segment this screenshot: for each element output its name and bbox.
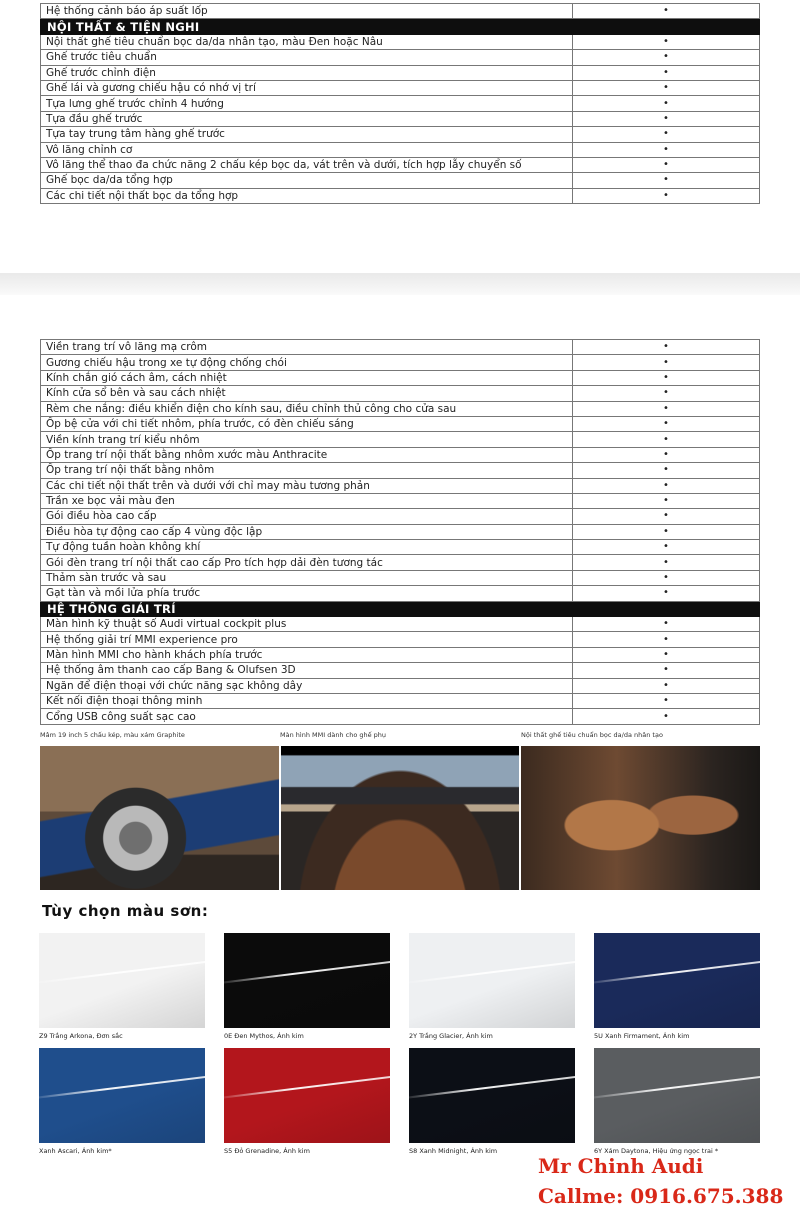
paint-swatch-label: Z9 Trắng Arkona, Đơn sắc — [39, 1032, 123, 1040]
dashboard-photo — [281, 746, 520, 890]
spec-row — [41, 34, 760, 49]
paint-swatch — [39, 1048, 205, 1143]
standard-bullet: • — [573, 524, 760, 539]
spec-row — [41, 524, 760, 539]
dealer-watermark — [538, 1151, 783, 1211]
spec-label: Hệ thống cảnh báo áp suất lốp — [41, 4, 573, 19]
spec-label: Tựa tay trung tâm hàng ghế trước — [41, 127, 573, 142]
standard-bullet: • — [573, 4, 760, 19]
spec-label: Màn hình kỹ thuật số Audi virtual cockpit plus — [41, 617, 573, 632]
spec-label: Gói điều hòa cao cấp — [41, 509, 573, 524]
highlight-streak — [409, 959, 575, 984]
spec-label: Ốp bệ cửa với chi tiết nhôm, phía trước, có đèn chiếu sáng — [41, 416, 573, 431]
paint-swatch — [39, 933, 205, 1028]
spec-row — [41, 157, 760, 172]
standard-bullet: • — [573, 663, 760, 678]
spec-row — [41, 432, 760, 447]
dealer-phone: Callme: 0916.675.388 — [538, 1184, 784, 1208]
spec-row — [41, 509, 760, 524]
standard-bullet: • — [573, 127, 760, 142]
paint-swatch — [594, 933, 760, 1028]
spec-label: Trần xe bọc vải màu đen — [41, 493, 573, 508]
standard-bullet: • — [573, 478, 760, 493]
caption-wheel: Mâm 19 inch 5 chấu kép, màu xám Graphite — [40, 731, 185, 739]
spec-row — [41, 4, 760, 19]
spec-label: Thảm sàn trước và sau — [41, 570, 573, 585]
spec-row — [41, 570, 760, 585]
paint-swatch-label: S8 Xanh Midnight, Ánh kim — [409, 1147, 498, 1155]
spec-label: Cổng USB công suất sạc cao — [41, 709, 573, 724]
photo-captions — [40, 731, 760, 743]
spec-label: Viền kính trang trí kiểu nhôm — [41, 432, 573, 447]
spec-label: Vô lăng chỉnh cơ — [41, 142, 573, 157]
highlight-streak — [39, 1074, 205, 1099]
spec-row — [41, 586, 760, 601]
spec-label: Gói đèn trang trí nội thất cao cấp Pro tích hợp dải đèn tương tác — [41, 555, 573, 570]
spec-label: Ngăn để điện thoại với chức năng sạc không dây — [41, 678, 573, 693]
spec-row — [41, 663, 760, 678]
section-header — [41, 19, 760, 34]
paint-swatch — [409, 933, 575, 1028]
spec-label: Hệ thống âm thanh cao cấp Bang & Olufsen 3D — [41, 663, 573, 678]
spec-label: Tự động tuần hoàn không khí — [41, 540, 573, 555]
standard-bullet: • — [573, 340, 760, 355]
standard-bullet: • — [573, 632, 760, 647]
caption-passenger-display: Màn hình MMI dành cho ghế phụ — [280, 731, 387, 739]
spec-row — [41, 401, 760, 416]
paint-swatch-label: 5U Xanh Firmament, Ánh kim — [594, 1032, 690, 1040]
standard-bullet: • — [573, 432, 760, 447]
spec-label: Nội thất ghế tiêu chuẩn bọc da/da nhân tạo, màu Đen hoặc Nâu — [41, 34, 573, 49]
caption-seats: Nội thất ghế tiêu chuẩn bọc da/da nhân tạo — [521, 731, 663, 739]
standard-bullet: • — [573, 34, 760, 49]
spec-label: Tựa lưng ghế trước chỉnh 4 hướng — [41, 96, 573, 111]
paint-swatch-label: S5 Đỏ Grenadine, Ánh kim — [224, 1147, 310, 1155]
spec-row — [41, 80, 760, 95]
spec-label: Màn hình MMI cho hành khách phía trước — [41, 647, 573, 662]
photo-strip — [40, 746, 760, 890]
section-title: NỘI THẤT & TIỆN NGHI — [41, 19, 760, 34]
highlight-streak — [409, 1074, 575, 1099]
spec-label: Các chi tiết nội thất trên và dưới với chỉ may màu tương phản — [41, 478, 573, 493]
standard-bullet: • — [573, 386, 760, 401]
spec-label: Gạt tàn và mồi lửa phía trước — [41, 586, 573, 601]
standard-bullet: • — [573, 401, 760, 416]
spec-row — [41, 386, 760, 401]
spec-label: Ốp trang trí nội thất bằng nhôm — [41, 463, 573, 478]
spec-row — [41, 96, 760, 111]
spec-row — [41, 340, 760, 355]
paint-options-title: Tùy chọn màu sơn: — [42, 902, 209, 920]
standard-bullet: • — [573, 111, 760, 126]
standard-bullet: • — [573, 188, 760, 203]
highlight-streak — [224, 1074, 390, 1099]
spec-label: Tựa đầu ghế trước — [41, 111, 573, 126]
spec-row — [41, 355, 760, 370]
standard-bullet: • — [573, 96, 760, 111]
spec-row — [41, 127, 760, 142]
spec-label: Ốp trang trí nội thất bằng nhôm xước màu Anthracite — [41, 447, 573, 462]
spec-label: Viền trang trí vô lăng mạ crôm — [41, 340, 573, 355]
highlight-streak — [224, 959, 390, 984]
highlight-streak — [594, 1074, 760, 1099]
spec-row — [41, 65, 760, 80]
spec-row — [41, 617, 760, 632]
standard-bullet: • — [573, 693, 760, 708]
spec-row — [41, 555, 760, 570]
spec-row — [41, 540, 760, 555]
standard-bullet: • — [573, 463, 760, 478]
spec-row — [41, 463, 760, 478]
page-break — [0, 273, 800, 295]
standard-bullet: • — [573, 157, 760, 172]
spec-row — [41, 188, 760, 203]
spec-row — [41, 647, 760, 662]
standard-bullet: • — [573, 447, 760, 462]
spec-label: Điều hòa tự động cao cấp 4 vùng độc lập — [41, 524, 573, 539]
spec-row — [41, 693, 760, 708]
spec-table-interior — [40, 3, 760, 204]
paint-swatch — [224, 933, 390, 1028]
spec-row — [41, 632, 760, 647]
spec-label: Kính cửa sổ bên và sau cách nhiệt — [41, 386, 573, 401]
standard-bullet: • — [573, 142, 760, 157]
spec-row — [41, 493, 760, 508]
spec-row — [41, 173, 760, 188]
paint-swatch — [224, 1048, 390, 1143]
standard-bullet: • — [573, 678, 760, 693]
highlight-streak — [39, 959, 205, 984]
spec-row — [41, 111, 760, 126]
standard-bullet: • — [573, 50, 760, 65]
spec-row — [41, 678, 760, 693]
spec-row — [41, 50, 760, 65]
standard-bullet: • — [573, 370, 760, 385]
spec-table-interior-entertainment — [40, 339, 760, 725]
standard-bullet: • — [573, 65, 760, 80]
standard-bullet: • — [573, 709, 760, 724]
paint-swatch — [409, 1048, 575, 1143]
spec-label: Ghế lái và gương chiếu hậu có nhớ vị trí — [41, 80, 573, 95]
standard-bullet: • — [573, 586, 760, 601]
paint-swatch-label: 6Y Xám Daytona, Hiệu ứng ngọc trai * — [594, 1147, 719, 1155]
standard-bullet: • — [573, 416, 760, 431]
paint-swatch-label: Xanh Ascari, Ánh kim* — [39, 1147, 112, 1155]
standard-bullet: • — [573, 555, 760, 570]
paint-swatch-label: 2Y Trắng Glacier, Ánh kim — [409, 1032, 493, 1040]
spec-label: Gương chiếu hậu trong xe tự động chống chói — [41, 355, 573, 370]
standard-bullet: • — [573, 80, 760, 95]
spec-label: Kết nối điện thoại thông minh — [41, 693, 573, 708]
paint-swatches — [39, 933, 761, 1163]
spec-row — [41, 370, 760, 385]
spec-row — [41, 478, 760, 493]
spec-label: Kính chắn gió cách âm, cách nhiệt — [41, 370, 573, 385]
standard-bullet: • — [573, 509, 760, 524]
paint-swatch — [594, 1048, 760, 1143]
highlight-streak — [594, 959, 760, 984]
section-header — [41, 601, 760, 616]
wheel-photo — [40, 746, 279, 890]
standard-bullet: • — [573, 493, 760, 508]
spec-row — [41, 416, 760, 431]
paint-swatch-label: 0E Đen Mythos, Ánh kim — [224, 1032, 304, 1040]
standard-bullet: • — [573, 355, 760, 370]
spec-row — [41, 142, 760, 157]
section-title: HỆ THỐNG GIẢI TRÍ — [41, 601, 760, 616]
seats-photo — [521, 746, 760, 890]
standard-bullet: • — [573, 647, 760, 662]
spec-row — [41, 709, 760, 724]
spec-row — [41, 447, 760, 462]
spec-label: Rèm che nắng: điều khiển điện cho kính sau, điều chỉnh thủ công cho cửa sau — [41, 401, 573, 416]
spec-label: Ghế trước chỉnh điện — [41, 65, 573, 80]
spec-label: Các chi tiết nội thất bọc da tổng hợp — [41, 188, 573, 203]
spec-label: Hệ thống giải trí MMI experience pro — [41, 632, 573, 647]
spec-label: Ghế bọc da/da tổng hợp — [41, 173, 573, 188]
standard-bullet: • — [573, 617, 760, 632]
dealer-name: Mr Chinh Audi — [538, 1154, 704, 1178]
standard-bullet: • — [573, 570, 760, 585]
spec-label: Ghế trước tiêu chuẩn — [41, 50, 573, 65]
standard-bullet: • — [573, 173, 760, 188]
spec-label: Vô lăng thể thao đa chức năng 2 chấu kép bọc da, vát trên và dưới, tích hợp lẫy chuyển số — [41, 157, 573, 172]
standard-bullet: • — [573, 540, 760, 555]
